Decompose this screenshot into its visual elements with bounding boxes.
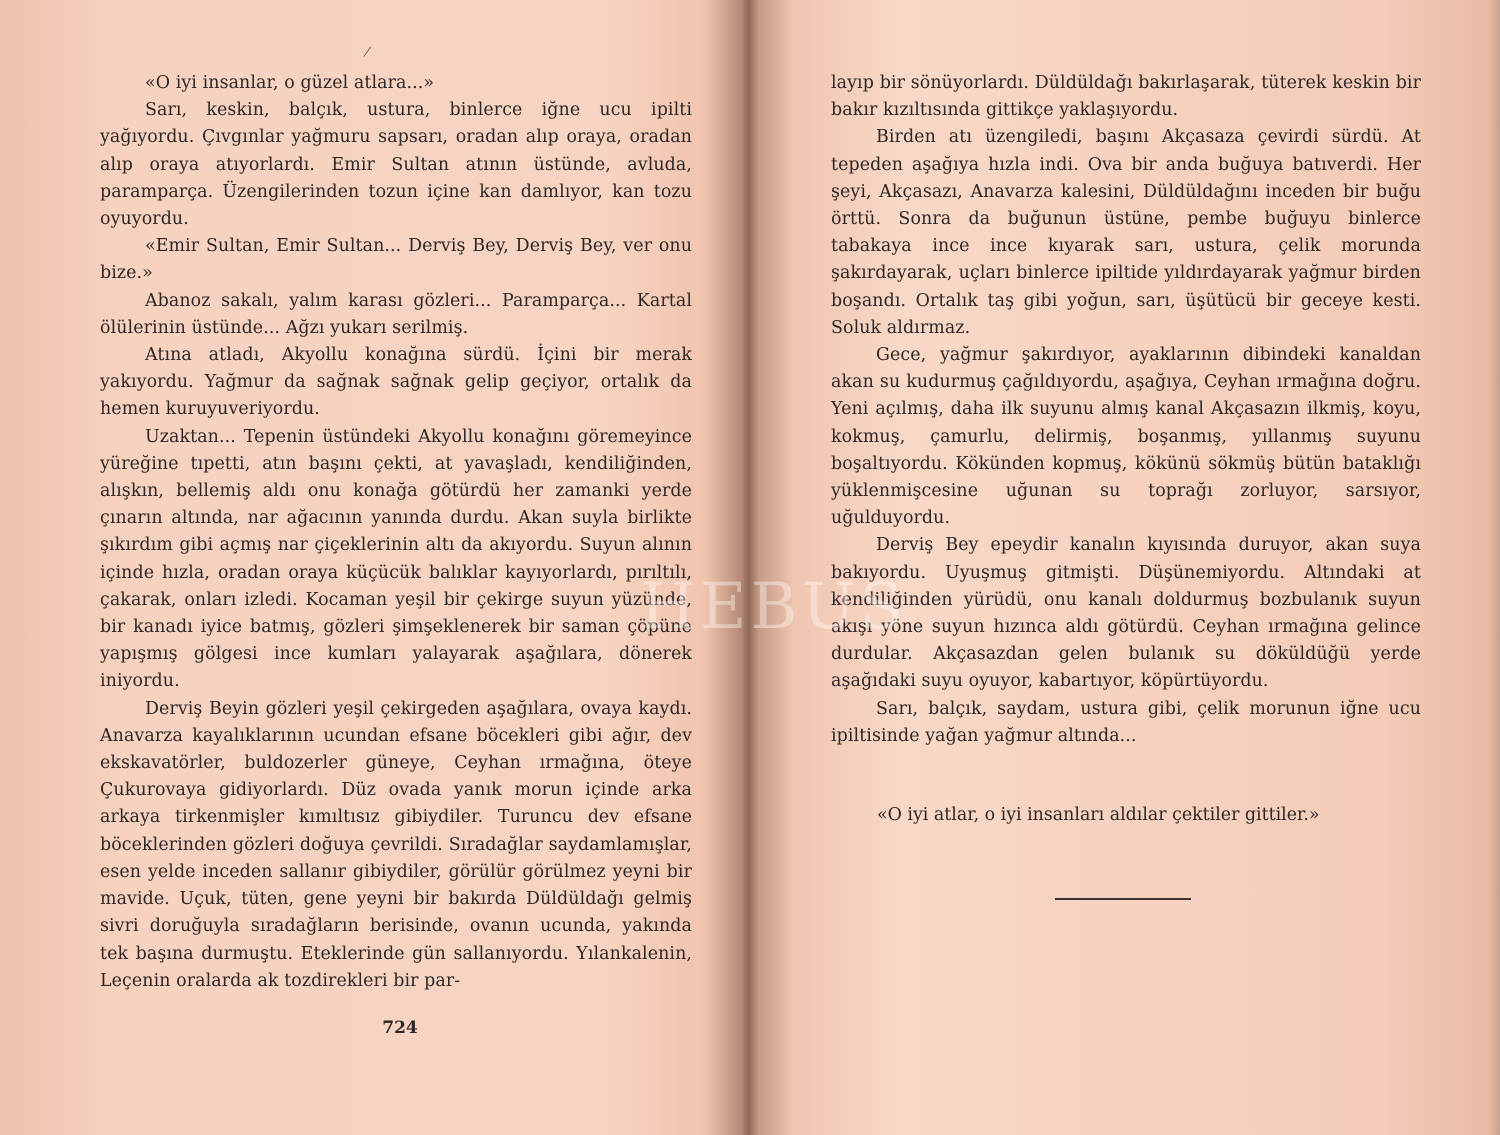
left-page-text bbox=[100, 70, 692, 995]
closing-quote: «O iyi atlar, o iyi insanları aldılar çektiler gittiler.» bbox=[877, 805, 1320, 825]
paragraph: Derviş Beyin gözleri yeşil çekirgeden aşağılara, ovaya kaydı. Anavarza kayalıklarının ucundan efsane böcekleri gibi ağır, dev ekskavatörler, buldozerler güneye, Ceyhan ırmağına, öteye Çukurovaya gidiyorlardı. Düz ovada yanık morun içinde arka arkaya tirkenmişler kımıltısız gibiydiler. Turuncu dev efsane böceklerinden gözleri doğuya çevrildi. Sıradağlar saydamlamışlar, esen yelde inceden sallanır gibiydiler, görülür görülmez yeyni bir mavide. Uçuk, tüten, gene yeyni bir bakırda Düldüldağı gelmiş sivri doruğuyla sıradağların berisinde, ovanın ucunda, yakında tek başına durmuştu. Eteklerinde gün sallanıyordu. Yılankalenin, Leçenin oralarda ak tozdirekleri bir par- bbox=[100, 698, 692, 991]
left-page bbox=[0, 0, 745, 1135]
paragraph: Sarı, balçık, saydam, ustura gibi, çelik morunun iğne ucu ipiltisinde yağan yağmur altında... bbox=[831, 698, 1421, 746]
paragraph: Sarı, keskin, balçık, ustura, binlerce iğne ucu ipilti yağıyordu. Çıvgınlar yağmuru sapsarı, oradan alıp oraya, oradan alıp oraya atıyorlardı. Emir Sultan atının üstünde, avluda, paramparça. Üzengilerinden tozun içine kan damlıyor, kan tozu oyuyordu. bbox=[100, 100, 692, 230]
paragraph: «Emir Sultan, Emir Sultan... Derviş Bey, Derviş Bey, ver onu bize.» bbox=[100, 236, 692, 284]
end-rule bbox=[1055, 898, 1191, 900]
watermark: HEBUS bbox=[640, 570, 908, 644]
paragraph: layıp bir sönüyorlardı. Düldüldağı bakırlaşarak, tüterek keskin bir bakır kızıltısında gittikçe yaklaşıyordu. bbox=[831, 73, 1421, 121]
paragraph: Atına atladı, Akyollu konağına sürdü. İçini bir merak yakıyordu. Yağmur da sağnak sağnak gelip geçiyor, ortalık da hemen kuruyuveriyordu. bbox=[100, 345, 692, 420]
paragraph: «O iyi insanlar, o güzel atlara...» bbox=[145, 73, 435, 93]
paragraph: Uzaktan... Tepenin üstündeki Akyollu konağını göremeyince yüreğine tıpetti, atın başını çekti, at yavaşladı, kendiliğinden, alışkın, bellemiş aldı onu konağa götürdü her zamanki yerde çınarın altında, nar ağacının yanında durdu. Akan suyla birlikte şıkırdım gibi açmış nar çiçeklerinin altı da akıyordu. Suyun alının içinde hızla, oradan oraya küçücük balıklar kayıyorlardı, pırıltılı, çakarak, onları izledi. Kocaman yeşil bir çekirge suyun yüzünde, bir kanadı iyice batmış, gözleri şimşeklenerek bir saman çöpüne yapışmış gölgesi ince kumları yalayarak aşağılara, dönerek iniyordu. bbox=[100, 426, 692, 692]
paragraph: Gece, yağmur şakırdıyor, ayaklarının dibindeki kanaldan akan su kudurmuş çağıldıyordu, aşağıya, Ceyhan ırmağına doğru. Yeni açılmış, daha ilk suyunu almış kanal Akçasazın ilkmiş, koyu, kokmuş, çamurlu, delirmiş, boşanmış, yıllanmış suyunu boşaltıyordu. Kökünden kopmuş, kökünü sökmüş bütün bataklığı yüklenmişcesine uğunan su toprağı zorluyor, sarsıyor, uğulduyordu. bbox=[831, 345, 1421, 529]
paragraph: Derviş Bey epeydir kanalın kıyısında duruyor, akan suya bakıyordu. Uyuşmuş gitmişti. Düşünemiyordu. Altındaki at kendiliğinden yürüdü, onu kanalı doldurmuş bozbulanık suyun akışı yöne suyun hızınca aldı götürdü. Ceyhan ırmağına gelince durdular. Akçasazdan gelen bulanık su döküldüğü yerde aşağıdaki suyu oyuyor, kabartıyor, köpürtüyordu. bbox=[831, 535, 1421, 692]
paragraph: Abanoz sakalı, yalım karası gözleri... Paramparça... Kartal ölülerinin üstünde... Ağzı yukarı serilmiş. bbox=[100, 290, 692, 338]
paragraph: Birden atı üzengiledi, başını Akçasaza çevirdi sürdü. At tepeden aşağıya hızla indi. Ova bir anda buğuya batıverdi. Her şeyi, Akçasazı, Anavarza kalesini, Düldüldağını inceden bir buğu örttü. Sonra da buğunun üstüne, pembe buğuyu binlerce tabakaya ince ince kıyarak sarı, ustura, çelik morunda şakırdayarak, uçları binlerce ipiltide yıldırdayarak yağmur birden boşandı. Ortalık taş gibi yoğun, sarı, üşütücü bir geceye kesti. Soluk aldırmaz. bbox=[831, 127, 1421, 338]
page-number: 724 bbox=[382, 1018, 418, 1038]
right-page-text bbox=[831, 70, 1421, 750]
right-page bbox=[755, 0, 1500, 1135]
